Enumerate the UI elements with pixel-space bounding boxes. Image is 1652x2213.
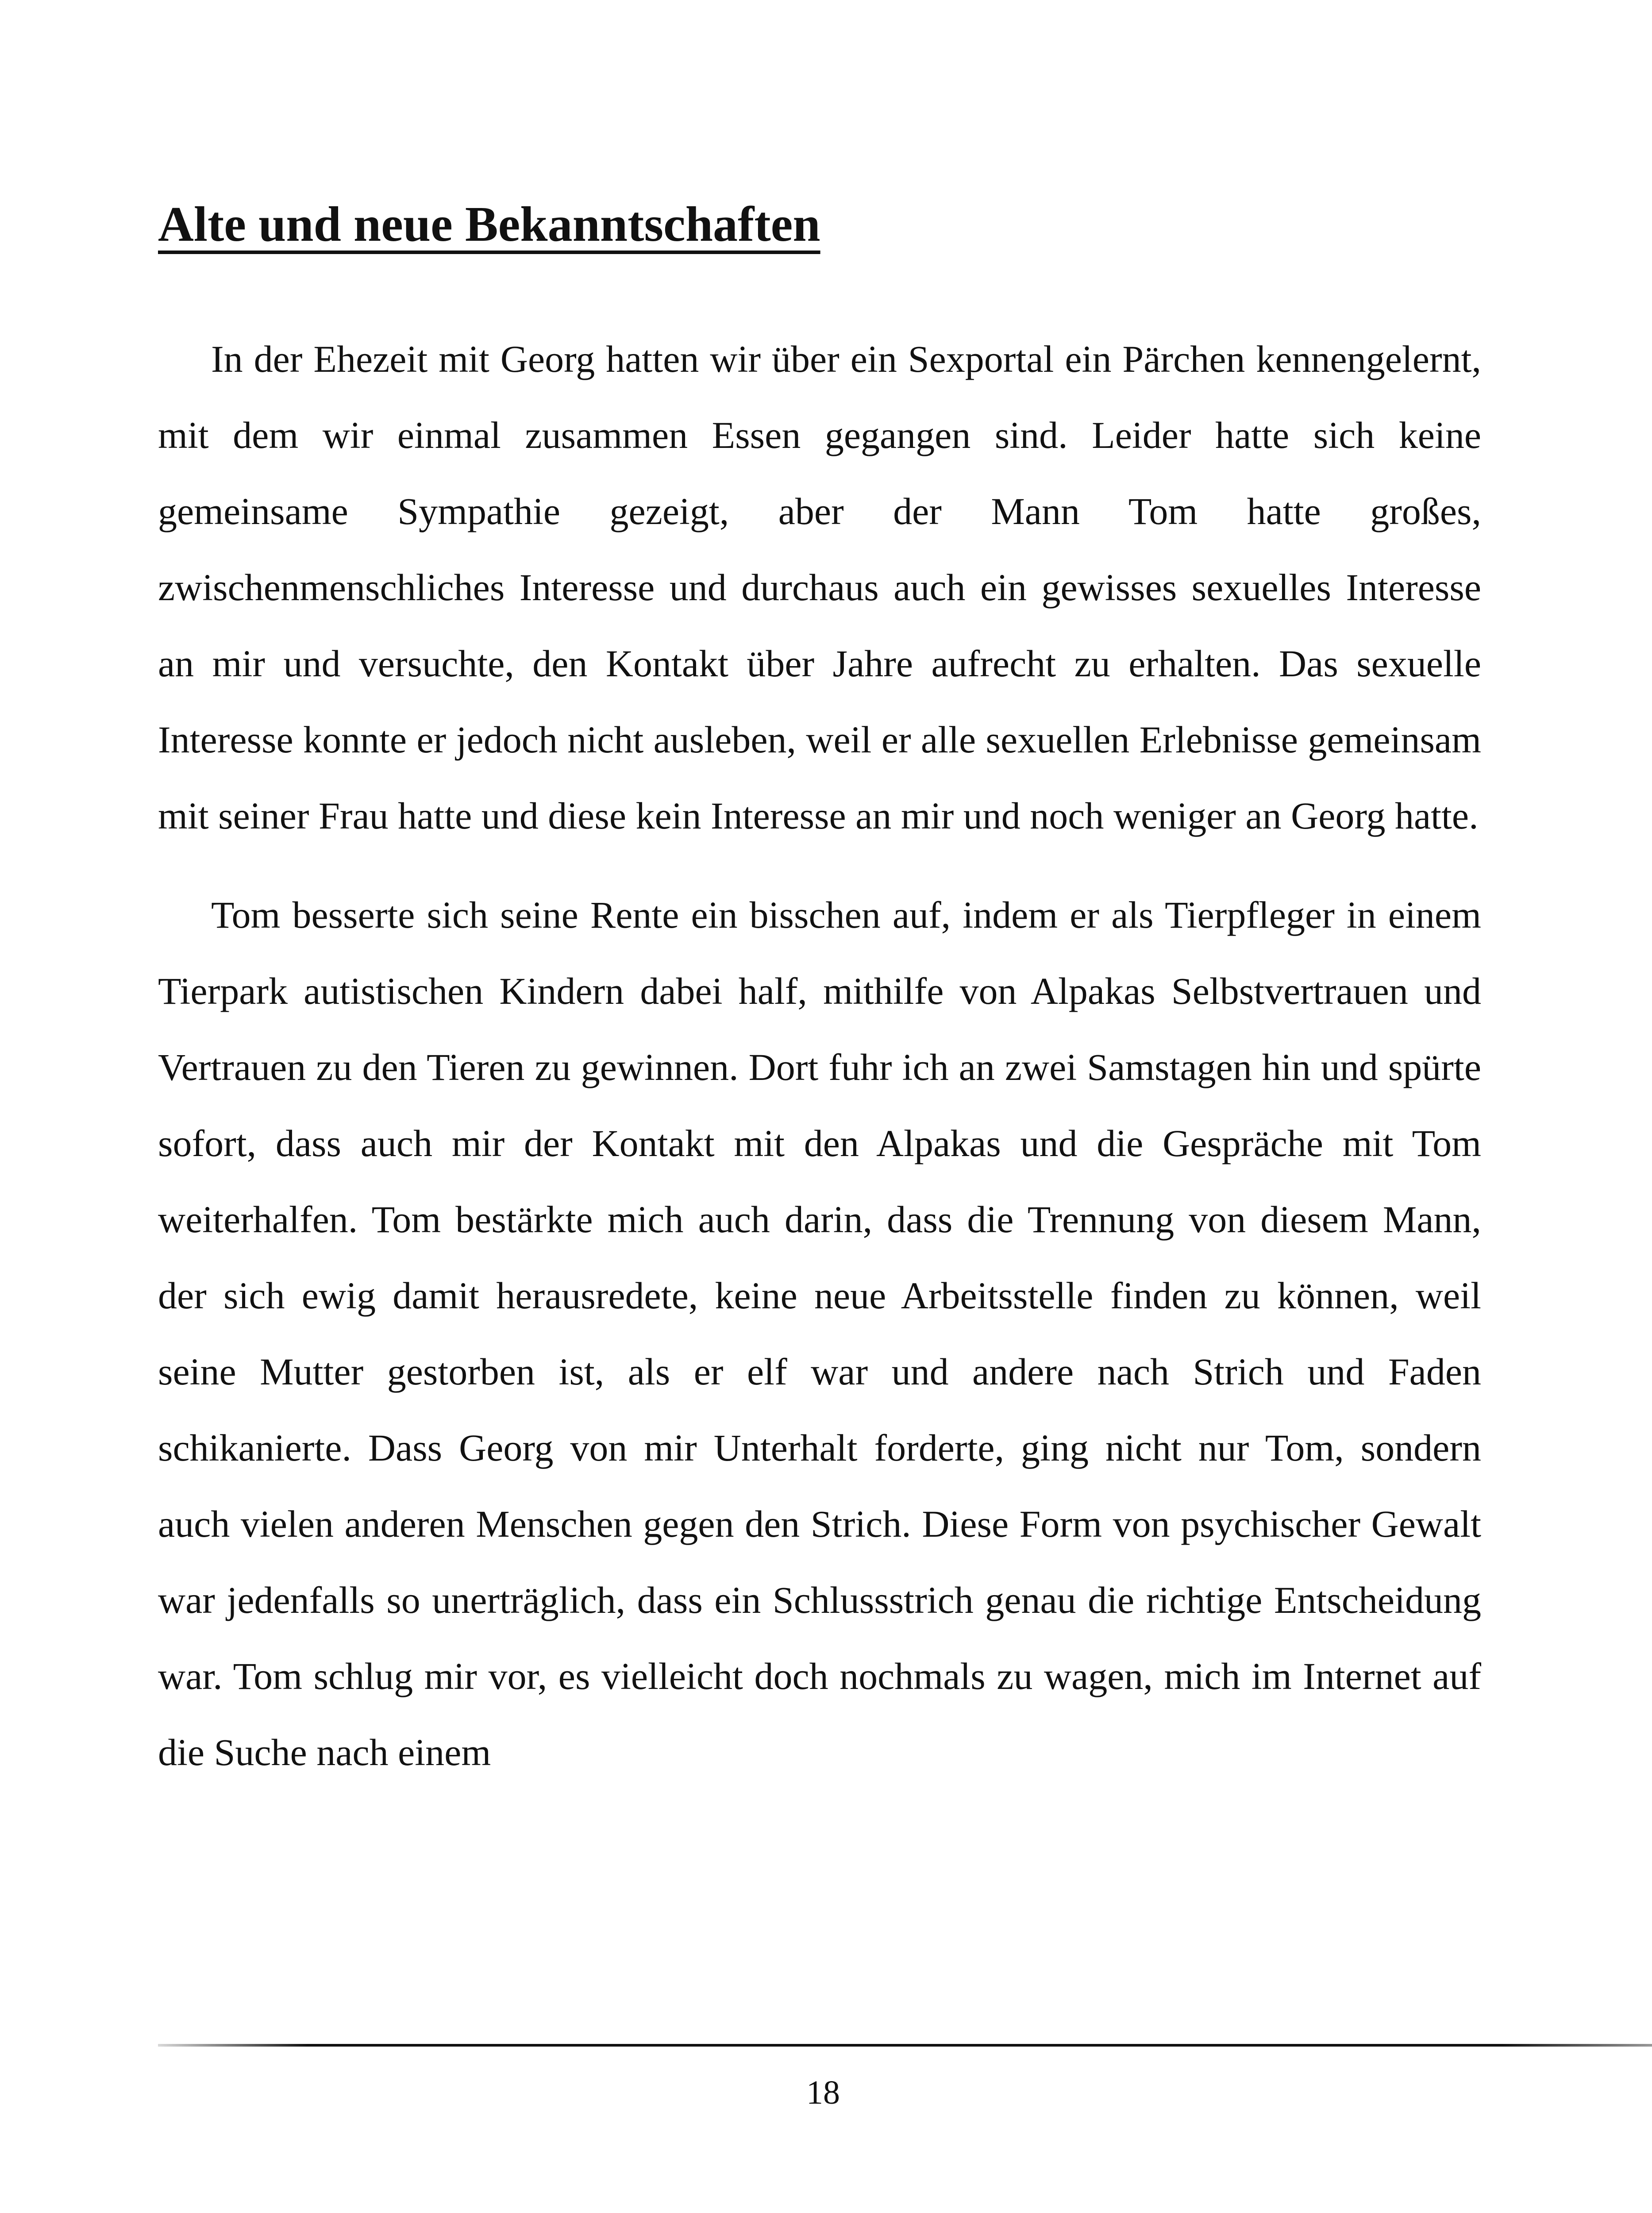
footer-divider — [158, 2044, 1652, 2047]
paragraph-2: Tom besserte sich seine Rente ein bisschen auf, indem er als Tierpfleger in einem Tierpark autistischen Kindern dabei half, mithilfe von Alpakas Selbstvertrauen und Vertrauen zu den Tieren zu gewinnen. Dort fuhr ich an zwei Samstagen hin und spürte sofort, dass auch mir der Kontakt mit den Alpakas und die Gespräche mit Tom weiterhalfen. Tom bestärkte mich auch darin, dass die Trennung von diesem Mann, der sich ewig damit herausredete, keine neue Arbeitsstelle finden zu können, weil seine Mutter gestorben ist, als er elf war und andere nach Strich und Faden schikanierte. Dass Georg von mir Unterhalt forderte, ging nicht nur Tom, sondern auch vielen anderen Menschen gegen den Strich. Diese Form von psychischer Gewalt war jedenfalls so unerträglich, dass ein Schlussstrich genau die richtige Entscheidung war. Tom schlug mir vor, es vielleicht doch nochmals zu wagen, mich im Internet auf die Suche nach einem — [158, 894, 1481, 1773]
paragraph-1: In der Ehezeit mit Georg hatten wir über ein Sexportal ein Pärchen kennengelernt, mit dem wir einmal zusammen Essen gegangen sind. Leider hatte sich keine gemeinsame Sympathie gezeigt, aber der Mann Tom hatte großes, zwischenmenschliches Interesse und durchaus auch ein gewisses sexuelles Interesse an mir und versuchte, den Kontakt über Jahre aufrecht zu erhalten. Das sexuelle Interesse konnte er jedoch nicht ausleben, weil er alle sexuellen Erlebnisse gemeinsam mit seiner Frau hatte und diese kein Interesse an mir und noch weniger an Georg hatte. — [158, 338, 1481, 837]
page-number: 18 — [806, 2074, 840, 2111]
chapter-title: Alte und neue Bekanntschaften — [158, 197, 820, 252]
body-text — [158, 321, 1481, 1813]
